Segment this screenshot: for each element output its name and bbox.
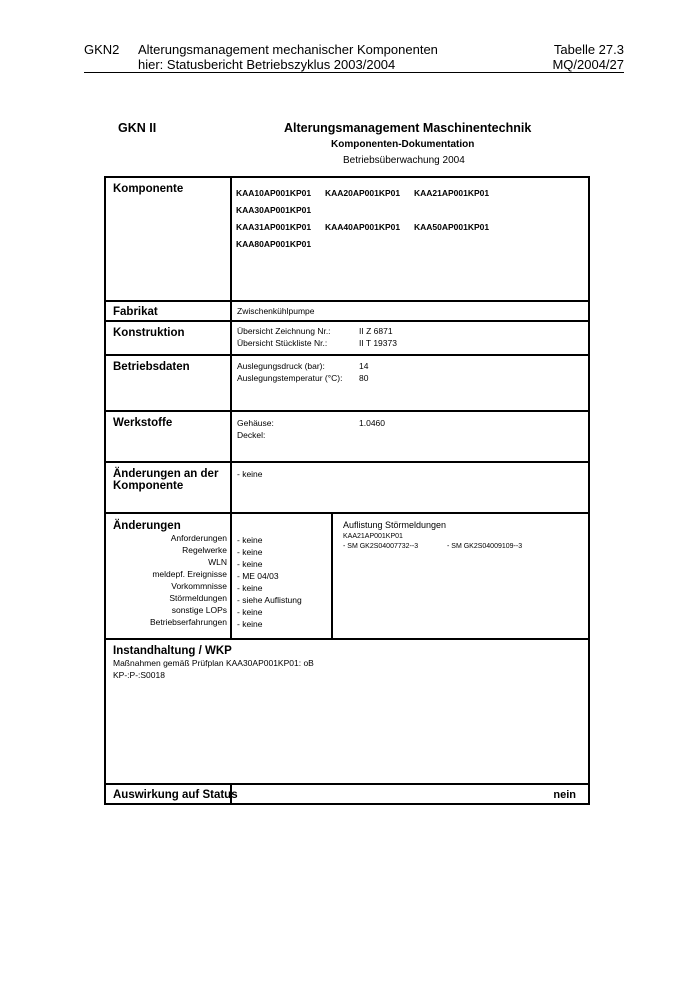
- header-table-ref: Tabelle 27.3: [553, 42, 624, 57]
- aenderung-value: - keine: [237, 583, 263, 593]
- kv-key: Auslegungsdruck (bar):: [237, 361, 325, 371]
- component-codes: [231, 177, 589, 301]
- kv-key: Übersicht Stückliste Nr.:: [237, 338, 328, 348]
- header-code: GKN2: [84, 42, 120, 57]
- kv-value: II T 19373: [359, 338, 397, 348]
- stoermeldungen-panel: [332, 513, 589, 639]
- label-auswirkung: Auswirkung auf Status: [105, 784, 231, 804]
- aenderungen-komponente-value: - keine: [231, 462, 589, 513]
- stoermeldungen-title: Auflistung Störmeldungen: [343, 520, 447, 530]
- section-subtitle: Komponenten-Dokumentation: [331, 139, 475, 150]
- aenderung-value: - keine: [237, 547, 263, 557]
- header-title-line1: Alterungsmanagement mechanischer Komponenten: [138, 42, 438, 57]
- aenderung-value: - siehe Auflistung: [237, 595, 302, 605]
- section-period: Betriebsüberwachung 2004: [343, 155, 465, 166]
- label-fabrikat: Fabrikat: [105, 301, 231, 321]
- row-aenderungen: [105, 513, 589, 639]
- aenderung-key: Vorkommnisse: [171, 581, 227, 591]
- aenderung-key: Störmeldungen: [169, 593, 227, 603]
- row-betriebsdaten: [105, 355, 589, 411]
- component-code: KAA50AP001KP01: [414, 222, 490, 232]
- aenderung-value: - keine: [237, 559, 263, 569]
- component-code: KAA80AP001KP01: [236, 239, 312, 249]
- component-code: KAA31AP001KP01: [236, 222, 312, 232]
- aenderung-value: - keine: [237, 535, 263, 545]
- component-code: KAA20AP001KP01: [325, 188, 401, 198]
- aenderung-key: meldepf. Ereignisse: [152, 569, 227, 579]
- label-aenderungen: Änderungen: [113, 520, 181, 532]
- instandhaltung-value: KAA30AP001KP01: oB: [225, 658, 314, 668]
- auswirkung-value: nein: [231, 784, 589, 804]
- kv-value: II Z 6871: [359, 326, 393, 336]
- component-table: [104, 176, 590, 805]
- kv-key: Auslegungstemperatur (°C):: [237, 373, 343, 383]
- row-konstruktion: [105, 321, 589, 355]
- row-werkstoffe: [105, 411, 589, 462]
- row-komponente: [105, 177, 589, 301]
- aenderung-key: sonstige LOPs: [171, 605, 227, 615]
- header-rule: [84, 72, 624, 73]
- kv-key: Gehäuse:: [237, 418, 274, 428]
- instandhaltung-cell: [105, 639, 589, 784]
- stoermeldung-entry: - SM GK2S04009109--3: [447, 543, 523, 550]
- header-title-line2: hier: Statusbericht Betriebszyklus 2003/2004: [138, 57, 396, 72]
- instandhaltung-line1: [106, 657, 588, 669]
- konstruktion-values: [231, 321, 589, 355]
- kv-key: Übersicht Zeichnung Nr.:: [237, 326, 331, 336]
- werkstoffe-values: [231, 411, 589, 462]
- label-komponente: Komponente: [105, 177, 231, 301]
- stoermeldungen-entries: [343, 542, 588, 552]
- kv-value: 14: [359, 361, 369, 371]
- aenderung-key: Regelwerke: [182, 545, 227, 555]
- row-fabrikat: [105, 301, 589, 321]
- aenderung-key: Betriebserfahrungen: [149, 617, 227, 627]
- instandhaltung-sub1: Maßnahmen gemäß Prüfplan: [113, 658, 224, 668]
- kv-key: Deckel:: [237, 430, 266, 440]
- aenderung-value: - ME 04/03: [237, 571, 279, 581]
- header-doc-ref: MQ/2004/27: [552, 57, 624, 72]
- section-title: Alterungsmanagement Maschinentechnik: [284, 121, 532, 135]
- component-code: KAA30AP001KP01: [236, 205, 312, 215]
- plant-name: GKN II: [118, 121, 157, 135]
- label-konstruktion: Konstruktion: [105, 321, 231, 355]
- row-instandhaltung: [105, 639, 589, 784]
- label-aenderungen-komponente: [105, 462, 231, 513]
- component-code: KAA40AP001KP01: [325, 222, 401, 232]
- label-line: Änderungen an der: [113, 468, 219, 480]
- kv-value: 1.0460: [359, 418, 385, 428]
- aenderung-value: - keine: [237, 607, 263, 617]
- row-auswirkung: [105, 784, 589, 804]
- betriebsdaten-values: [231, 355, 589, 411]
- aenderung-key: Anforderungen: [170, 533, 227, 543]
- aenderungen-values: [231, 513, 332, 639]
- stoermeldung-entry: - SM GK2S04007732--3: [343, 543, 419, 550]
- row-aenderungen-komponente: [105, 462, 589, 513]
- instandhaltung-sub2: KP-:P-:S0018: [113, 670, 165, 680]
- aenderung-key: WLN: [208, 557, 227, 567]
- label-betriebsdaten: Betriebsdaten: [105, 355, 231, 411]
- stoermeldungen-component: KAA21AP001KP01: [343, 533, 403, 540]
- component-code: KAA10AP001KP01: [236, 188, 312, 198]
- label-instandhaltung: Instandhaltung / WKP: [113, 645, 232, 657]
- label-line: Komponente: [113, 480, 184, 492]
- aenderung-value: - keine: [237, 619, 263, 629]
- component-code: KAA21AP001KP01: [414, 188, 490, 198]
- fabrikat-value: Zwischenkühlpumpe: [231, 301, 589, 321]
- kv-value: 80: [359, 373, 369, 383]
- aenderungen-keys: [105, 513, 231, 639]
- label-werkstoffe: Werkstoffe: [105, 411, 231, 462]
